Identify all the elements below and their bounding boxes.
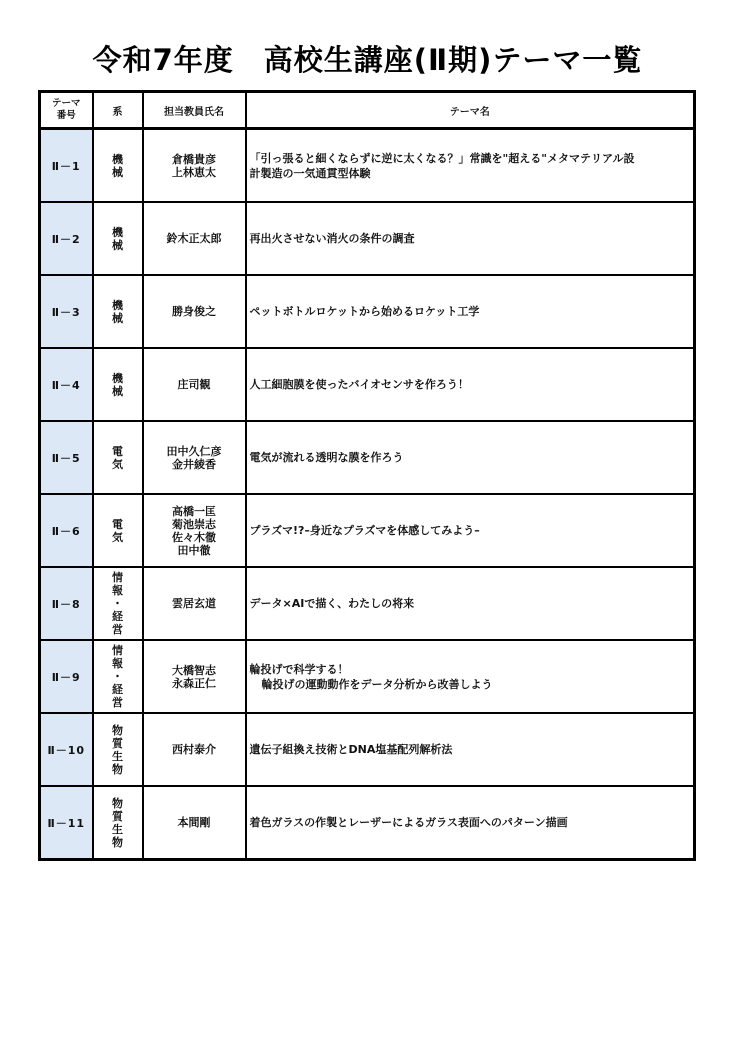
kei-char: 情 bbox=[112, 571, 123, 584]
kei-char: 営 bbox=[112, 623, 123, 636]
teacher-name: 本間剛 bbox=[177, 816, 211, 829]
header-theme-name: テーマ名 bbox=[246, 92, 695, 129]
kei-char: 報 bbox=[112, 657, 123, 670]
kei-char: 営 bbox=[112, 696, 123, 709]
teacher-name: 菊池崇志 bbox=[172, 517, 216, 531]
kei-char: 経 bbox=[112, 683, 123, 696]
kei-char: 機 bbox=[112, 152, 123, 166]
teacher-name: 庄司観 bbox=[177, 378, 211, 391]
kei-char: 気 bbox=[112, 457, 123, 471]
kei-char: ・ bbox=[112, 670, 123, 683]
theme-name-cell bbox=[246, 494, 695, 567]
teacher-cell bbox=[143, 494, 246, 567]
kei-cell bbox=[93, 640, 143, 713]
table-row bbox=[40, 567, 695, 640]
teacher-name: 雲居玄道 bbox=[172, 597, 216, 610]
kei-char: 電 bbox=[112, 444, 123, 458]
kei-cell bbox=[93, 348, 143, 421]
table-row bbox=[40, 786, 695, 860]
header-kei: 系 bbox=[93, 92, 143, 129]
theme-name-line: 再出火させない消火の条件の調査 bbox=[249, 232, 415, 245]
teacher-cell bbox=[143, 129, 246, 203]
kei-char: 生 bbox=[112, 822, 123, 836]
kei-char: 物 bbox=[112, 796, 123, 810]
table-row bbox=[40, 421, 695, 494]
kei-char: 物 bbox=[112, 723, 123, 737]
teacher-name: 永森正仁 bbox=[172, 676, 216, 690]
teacher-cell bbox=[143, 275, 246, 348]
theme-number-cell: Ⅱ－8 bbox=[40, 567, 93, 640]
header-theme-number-line1: テーマ bbox=[51, 98, 81, 109]
kei-char: 報 bbox=[112, 584, 123, 597]
theme-number-cell: Ⅱ－9 bbox=[40, 640, 93, 713]
theme-number-cell: Ⅱ－10 bbox=[40, 713, 93, 786]
theme-number-cell: Ⅱ－3 bbox=[40, 275, 93, 348]
header-theme-number bbox=[40, 92, 93, 129]
theme-name-cell bbox=[246, 713, 695, 786]
kei-char: 電 bbox=[112, 517, 123, 531]
kei-char: 械 bbox=[112, 165, 123, 179]
theme-name-cell bbox=[246, 275, 695, 348]
teacher-cell bbox=[143, 713, 246, 786]
kei-char: 械 bbox=[112, 311, 123, 325]
theme-name-cell bbox=[246, 786, 695, 860]
teacher-name: 金井綾香 bbox=[172, 457, 216, 471]
teacher-name: 鈴木正太郎 bbox=[166, 232, 222, 245]
kei-cell bbox=[93, 786, 143, 860]
header-teacher: 担当教員氏名 bbox=[143, 92, 246, 129]
kei-char: 質 bbox=[112, 809, 123, 823]
page-title: 令和7年度 高校生講座(Ⅱ期)テーマ一覧 bbox=[92, 43, 643, 77]
theme-name-line: ペットボトルロケットから始めるロケット工学 bbox=[249, 305, 480, 318]
theme-name-line: 着色ガラスの作製とレーザーによるガラス表面へのパターン描画 bbox=[249, 816, 568, 829]
teacher-cell bbox=[143, 640, 246, 713]
theme-number-cell: Ⅱ－1 bbox=[40, 129, 93, 203]
kei-char: 械 bbox=[112, 384, 123, 398]
kei-char: 機 bbox=[112, 371, 123, 385]
theme-number-cell: Ⅱ－11 bbox=[40, 786, 93, 860]
kei-char: 物 bbox=[112, 835, 123, 849]
kei-char: 気 bbox=[112, 530, 123, 544]
theme-name-cell bbox=[246, 202, 695, 275]
teacher-name: 西村泰介 bbox=[172, 743, 216, 756]
teacher-name: 田中久仁彦 bbox=[166, 444, 222, 458]
table-body bbox=[40, 129, 695, 860]
table-row bbox=[40, 348, 695, 421]
kei-char: 経 bbox=[112, 610, 123, 623]
theme-name-cell bbox=[246, 129, 695, 203]
teacher-name: 勝身俊之 bbox=[172, 305, 216, 318]
table-row bbox=[40, 713, 695, 786]
kei-cell bbox=[93, 713, 143, 786]
teacher-name: 大橋智志 bbox=[172, 663, 216, 677]
teacher-cell bbox=[143, 202, 246, 275]
kei-cell bbox=[93, 129, 143, 203]
theme-number-cell: Ⅱ－4 bbox=[40, 348, 93, 421]
theme-name-line: プラズマ!?–身近なプラズマを体感してみよう– bbox=[249, 524, 480, 537]
teacher-name: 田中徹 bbox=[177, 543, 211, 557]
theme-name-line: 輪投げで科学する！ bbox=[249, 662, 349, 676]
teacher-cell bbox=[143, 348, 246, 421]
kei-char: ・ bbox=[112, 597, 123, 610]
header-theme-number-line2: 番号 bbox=[56, 110, 76, 121]
theme-table bbox=[38, 90, 696, 861]
table-row bbox=[40, 640, 695, 713]
teacher-cell bbox=[143, 421, 246, 494]
kei-cell bbox=[93, 567, 143, 640]
theme-name-line: データ×AIで描く、わたしの将来 bbox=[249, 597, 415, 610]
kei-cell bbox=[93, 275, 143, 348]
teacher-name: 倉橋貴彦 bbox=[172, 152, 216, 166]
theme-name-line: 「引っ張ると細くならずに逆に太くなる？」常識を"超える"メタマテリアル設 bbox=[249, 151, 635, 165]
theme-name-line: 計製造の一気通貫型体験 bbox=[249, 166, 371, 180]
kei-char: 情 bbox=[112, 644, 123, 657]
kei-char: 機 bbox=[112, 225, 123, 239]
table-row bbox=[40, 494, 695, 567]
kei-char: 械 bbox=[112, 238, 123, 252]
kei-cell bbox=[93, 494, 143, 567]
kei-cell bbox=[93, 202, 143, 275]
theme-number-cell: Ⅱ－2 bbox=[40, 202, 93, 275]
kei-char: 生 bbox=[112, 749, 123, 763]
theme-name-cell bbox=[246, 640, 695, 713]
theme-number-cell: Ⅱ－6 bbox=[40, 494, 93, 567]
table-row bbox=[40, 129, 695, 203]
theme-name-cell bbox=[246, 348, 695, 421]
kei-char: 質 bbox=[112, 736, 123, 750]
teacher-name: 佐々木徹 bbox=[172, 530, 216, 544]
theme-name-line: 人工細胞膜を使ったバイオセンサを作ろう！ bbox=[249, 378, 469, 391]
teacher-cell bbox=[143, 567, 246, 640]
kei-cell bbox=[93, 421, 143, 494]
theme-name-line: 輪投げの運動動作をデータ分析から改善しよう bbox=[261, 677, 493, 691]
table-header-row bbox=[40, 92, 695, 129]
table-row bbox=[40, 275, 695, 348]
teacher-name: 高橋一匡 bbox=[172, 504, 216, 518]
theme-name-line: 遺伝子組換え技術とDNA塩基配列解析法 bbox=[249, 743, 453, 756]
theme-name-line: 電気が流れる透明な膜を作ろう bbox=[249, 451, 404, 464]
teacher-name: 上林恵太 bbox=[172, 165, 216, 179]
theme-name-cell bbox=[246, 421, 695, 494]
table-row bbox=[40, 202, 695, 275]
teacher-cell bbox=[143, 786, 246, 860]
kei-char: 物 bbox=[112, 762, 123, 776]
theme-number-cell: Ⅱ－5 bbox=[40, 421, 93, 494]
theme-name-cell bbox=[246, 567, 695, 640]
kei-char: 機 bbox=[112, 298, 123, 312]
